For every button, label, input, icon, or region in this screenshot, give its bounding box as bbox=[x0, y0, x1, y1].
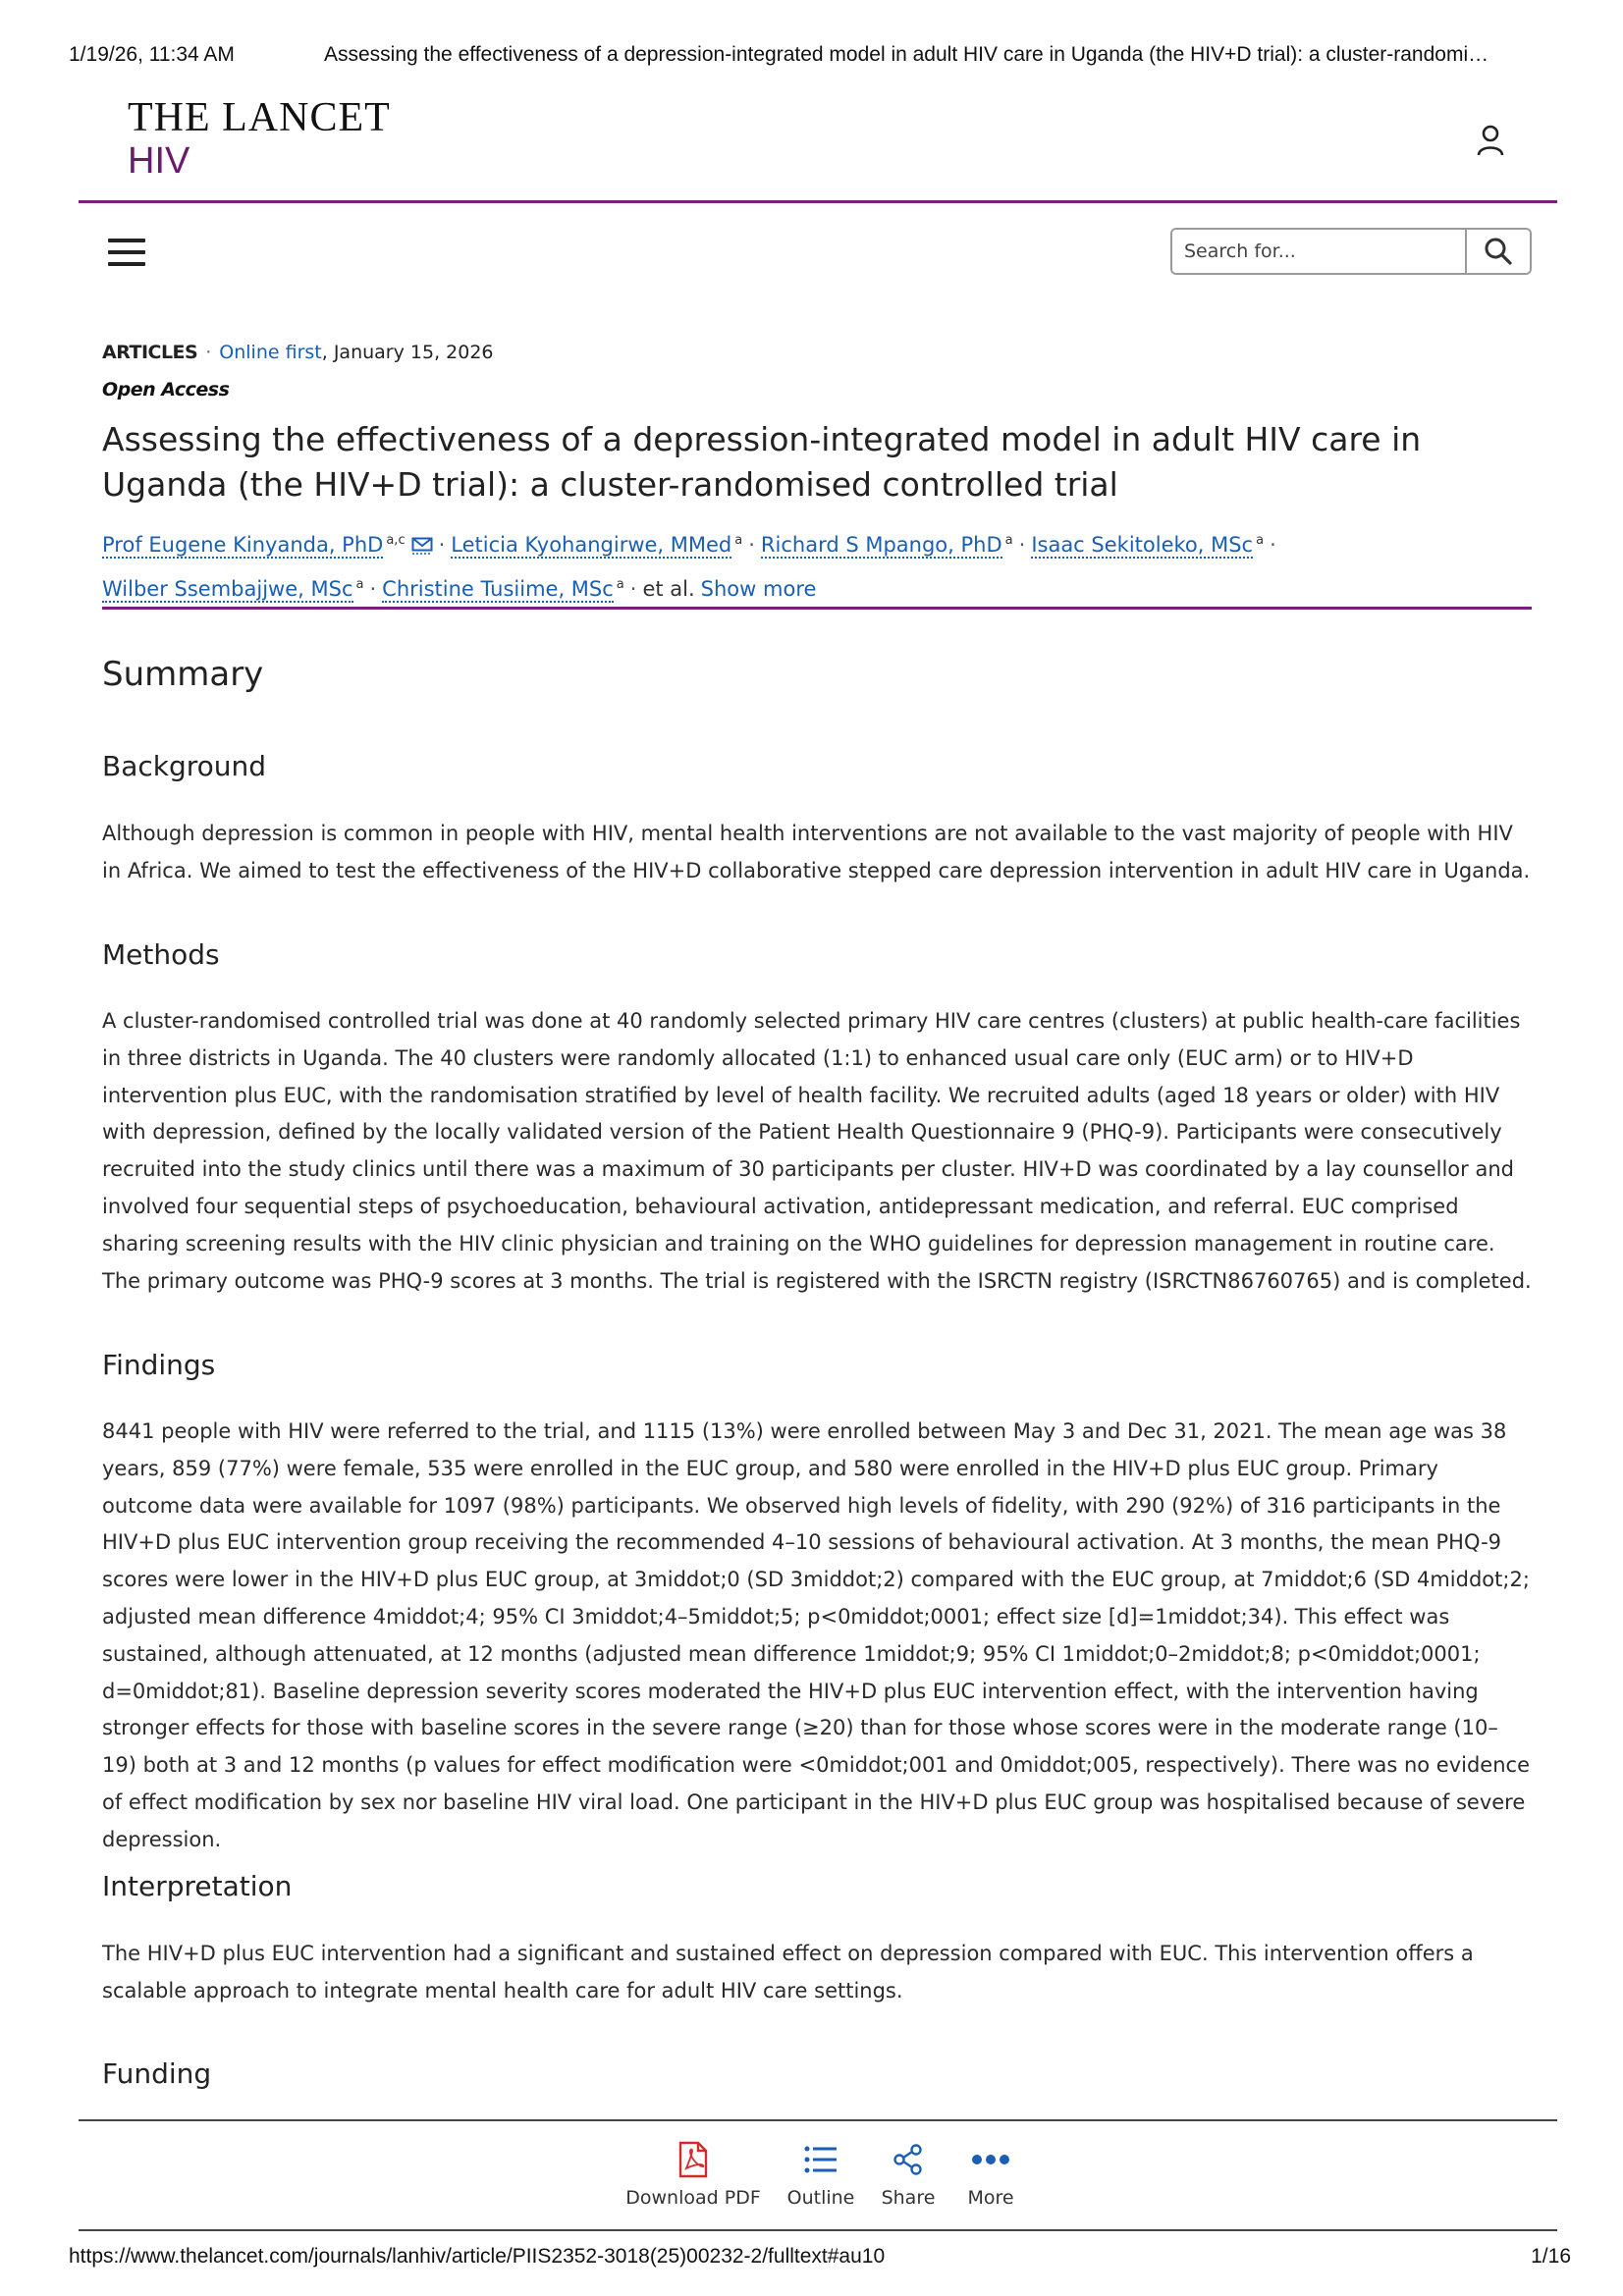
author-list: Prof Eugene Kinyanda, PhD $^{a,c}$ · Leticia Kyohangirwe, MMed $^a$ · Richard S Mpango, PhD $^a$ · Isaac Sekitoleko, MSc $^a$ · Wilber Ssembajjwe, MSc $^a$ · Christine Tusiime, MSc $^a$ · et al. Show more bbox=[102, 522, 1532, 608]
lancet-hiv-logo[interactable] bbox=[128, 96, 391, 183]
more-label: More bbox=[967, 2187, 1014, 2209]
pdf-icon bbox=[676, 2141, 710, 2178]
et-al: et al. bbox=[642, 577, 695, 601]
more-button[interactable] bbox=[956, 2140, 1025, 2209]
background-heading: Background bbox=[102, 750, 267, 782]
show-more-authors-link[interactable]: Show more bbox=[700, 577, 817, 601]
author-link[interactable]: Leticia Kyohangirwe, MMed bbox=[451, 533, 732, 557]
author-affiliation: a,c bbox=[386, 533, 406, 548]
publish-date: , January 15, 2026 bbox=[321, 342, 494, 363]
search-icon bbox=[1484, 237, 1513, 266]
author-affiliation: a bbox=[1004, 533, 1013, 548]
search-box bbox=[1170, 228, 1532, 275]
user-account-icon[interactable] bbox=[1475, 124, 1506, 157]
open-access-badge: Open Access bbox=[102, 379, 230, 400]
author-affiliation: a bbox=[734, 533, 743, 548]
author-link[interactable]: Wilber Ssembajjwe, MSc bbox=[102, 577, 353, 601]
share-button[interactable] bbox=[874, 2140, 943, 2209]
author-link[interactable]: Prof Eugene Kinyanda, PhD bbox=[102, 533, 384, 557]
share-icon bbox=[893, 2144, 924, 2175]
toolbar-bottom-divider bbox=[79, 2229, 1557, 2231]
outline-label: Outline bbox=[786, 2187, 855, 2209]
author-affiliation: a bbox=[616, 577, 624, 592]
background-text: Although depression is common in people with HIV, mental health interventions are not available to the vast majority of people with HIV in Africa. We aimed to test the effectiveness of the HIV+D collaborative stepped care depression intervention in adult HIV care in Uganda. bbox=[102, 822, 1531, 882]
author-link[interactable]: Christine Tusiime, MSc bbox=[382, 577, 614, 601]
logo-line2: HIV bbox=[128, 140, 190, 182]
funding-heading: Funding bbox=[102, 2057, 212, 2090]
author-link[interactable]: Isaac Sekitoleko, MSc bbox=[1031, 533, 1254, 557]
print-timestamp: 1/19/26, 11:34 AM bbox=[69, 43, 235, 66]
search-button[interactable] bbox=[1465, 230, 1530, 273]
print-url: https://www.thelancet.com/journals/lanhiv/article/PIIS2352-3018(25)00232-2/fulltext#au10 bbox=[69, 2245, 886, 2268]
outline-button[interactable] bbox=[782, 2140, 860, 2209]
article-title: Assessing the effectiveness of a depression-integrated model in adult HIV care in Uganda (the HIV+D trial): a cluster-randomised controlled trial bbox=[102, 420, 1422, 504]
more-dots-icon bbox=[971, 2154, 1010, 2165]
findings-text: 8441 people with HIV were referred to the trial, and 1115 (13%) were enrolled between May 3 and Dec 31, 2021. The mean age was 38 years, 859 (77%) were female, 535 were enrolled in the EUC group, and 580 were enrolled in the HIV+D plus EUC group. Primary outcome data were available for 1097 (98%) participants. We observed high levels of fidelity, with 290 (92%) of 316 participants in the HIV+D plus EUC intervention group receiving the recommended 4–10 sessions of behavioural activation. At 3 months, the mean PHQ-9 scores were lower in the HIV+D plus EUC group, at 3middot;0 (SD 3middot;2) compared with the EUC group, at 7middot;6 (SD 4middot;2; adjusted mean difference 4middot;4; 95% CI 3middot;4–5middot;5; p<0middot;0001; effect size [d]=1middot;34). This effect was sustained, although attenuated, at 12 months (adjusted mean difference 1middot;9; 95% CI 1middot;0–2middot;8; p<0middot;0001; d=0middot;81). Baseline depression severity scores moderated the HIV+D plus EUC intervention effect, with the intervention having stronger effects for those with baseline scores in the severe range (≥20) than for those whose scores were in the moderate range (10–19) both at 3 and 12 months (p values for effect modification were <0middot;001 and 0middot;005, respectively). There was no evidence of effect modification by sex nor baseline HIV viral load. One participant in the HIV+D plus EUC group was hospitalised because of severe depression. bbox=[102, 1419, 1531, 1851]
download-pdf-button[interactable] bbox=[624, 2140, 762, 2209]
findings-heading: Findings bbox=[102, 1349, 216, 1381]
interpretation-heading: Interpretation bbox=[102, 1870, 293, 1902]
methods-heading: Methods bbox=[102, 938, 220, 971]
download-pdf-label: Download PDF bbox=[625, 2187, 761, 2209]
article-type: ARTICLES bbox=[102, 342, 198, 363]
header-divider bbox=[79, 200, 1557, 203]
methods-text: A cluster-randomised controlled trial was done at 40 randomly selected primary HIV care centres (clusters) at public health-care facilities in three districts in Uganda. The 40 clusters were randomly allocated (1:1) to enhanced usual care only (EUC arm) or to HIV+D intervention plus EUC, with the randomisation stratified by level of health facility. We recruited adults (aged 18 years or older) with HIV with depression, defined by the locally validated version of the Patient Health Questionnaire 9 (PHQ-9). Participants were consecutively recruited into the study clinics until there was a maximum of 30 participants per cluster. HIV+D was coordinated by a lay counsellor and involved four sequential steps of psychoeducation, behavioural activation, antidepressant medication, and referral. EUC comprised sharing screening results with the HIV clinic physician and training on the WHO guidelines for depression management in routine care. The primary outcome was PHQ-9 scores at 3 months. The trial is registered with the ISRCTN registry (ISRCTN86760765) and is completed. bbox=[102, 1009, 1532, 1293]
logo-line1: THE LANCET bbox=[128, 95, 391, 140]
article-meta: ARTICLES · Online first, January 15, 2026 bbox=[102, 342, 494, 363]
list-icon bbox=[804, 2145, 838, 2174]
toolbar-top-divider bbox=[79, 2119, 1557, 2121]
author-affiliation: a bbox=[355, 577, 364, 592]
share-label: Share bbox=[881, 2187, 936, 2209]
author-affiliation: a bbox=[1256, 533, 1265, 548]
interpretation-text: The HIV+D plus EUC intervention had a significant and sustained effect on depression compared with EUC. This intervention offers a scalable approach to integrate mental health care for adult HIV care settings. bbox=[102, 1942, 1474, 2002]
article-toolbar bbox=[624, 2140, 1037, 2218]
email-icon[interactable] bbox=[411, 529, 433, 566]
menu-hamburger-icon[interactable] bbox=[108, 239, 145, 266]
author-link[interactable]: Richard S Mpango, PhD bbox=[760, 533, 1002, 557]
print-page-number: 1/16 bbox=[1531, 2245, 1571, 2268]
online-first-link[interactable]: Online first bbox=[219, 342, 322, 363]
title-divider bbox=[102, 607, 1532, 610]
search-input[interactable] bbox=[1172, 230, 1465, 273]
summary-heading: Summary bbox=[102, 655, 264, 694]
print-doc-title: Assessing the effectiveness of a depression-integrated model in adult HIV care in Uganda (the HIV+D trial): a cluster-randomi… bbox=[324, 43, 1489, 66]
